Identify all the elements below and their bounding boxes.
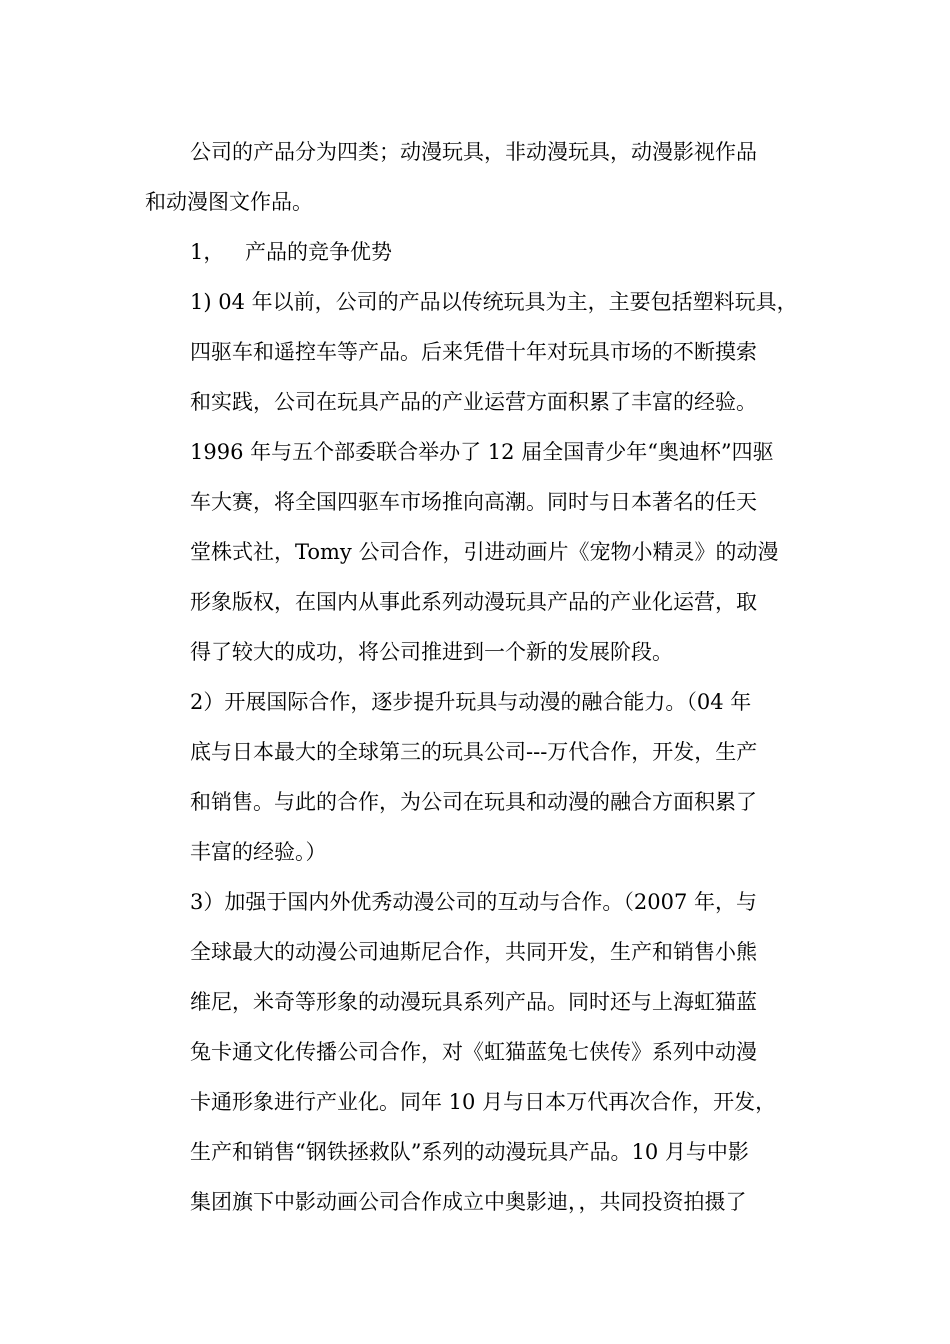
item3-line: 卡通形象进行产业化。同年 10 月与日本万代再次合作，开发， — [190, 1090, 777, 1114]
item2-line: 2）开展国际合作，逐步提升玩具与动漫的融合能力。（04 年 — [190, 690, 752, 714]
item2-line: 和销售。与此的合作，为公司在玩具和动漫的融合方面积累了 — [190, 790, 757, 814]
item2-line: 丰富的经验。） — [190, 840, 327, 864]
item3-line: 全球最大的动漫公司迪斯尼合作，共同开发，生产和销售小熊 — [190, 940, 757, 964]
intro-line-2: 和动漫图文作品。 — [145, 190, 313, 214]
item3-line: 集团旗下中影动画公司合作成立中奥影迪，，共同投资拍摄了 — [190, 1190, 747, 1214]
item1-line: 1996 年与五个部委联合举办了 12 届全国青少年“奥迪杯”四驱 — [190, 440, 774, 464]
item3-line: 维尼，米奇等形象的动漫玩具系列产品。同时还与上海虹猫蓝 — [190, 990, 757, 1014]
item1-line: 四驱车和遥控车等产品。后来凭借十年对玩具市场的不断摸索 — [190, 340, 757, 364]
item3-line: 兔卡通文化传播公司合作，对《虹猫蓝兔七侠传》系列中动漫 — [190, 1040, 757, 1064]
item1-line: 堂株式社，Tomy 公司合作，引进动画片《宠物小精灵》的动漫 — [190, 540, 779, 564]
item3-line: 生产和销售“钢铁拯救队”系列的动漫玩具产品。10 月与中影 — [190, 1140, 749, 1164]
section-heading — [190, 238, 392, 266]
item2-line: 底与日本最大的全球第三的玩具公司---万代合作，开发，生产 — [190, 740, 758, 764]
item1-line: 得了较大的成功，将公司推进到一个新的发展阶段。 — [190, 640, 673, 664]
item3-line: 3）加强于国内外优秀动漫公司的互动与合作。（2007 年，与 — [190, 890, 757, 914]
intro-line-1: 公司的产品分为四类；动漫玩具，非动漫玩具，动漫影视作品 — [190, 140, 757, 164]
section-number: 1， — [190, 240, 225, 264]
item1-line: 车大赛，将全国四驱车市场推向高潮。同时与日本著名的任天 — [190, 490, 757, 514]
section-title: 产品的竞争优势 — [245, 240, 392, 264]
item1-line: 形象版权，在国内从事此系列动漫玩具产品的产业化运营，取 — [190, 590, 757, 614]
item1-line: 和实践，公司在玩具产品的产业运营方面积累了丰富的经验。 — [190, 390, 757, 414]
item1-line: 1) 04 年以前，公司的产品以传统玩具为主，主要包括塑料玩具， — [190, 290, 798, 314]
